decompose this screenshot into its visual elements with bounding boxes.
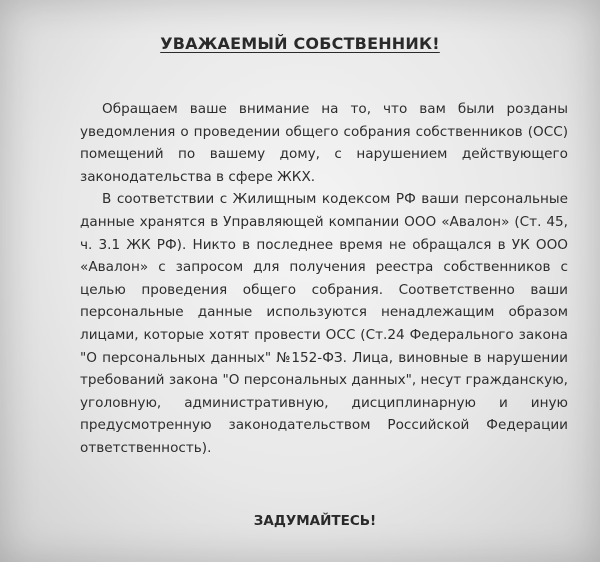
paragraph-legal: В соответствии с Жилищным кодексом РФ ваши персональные данные хранятся в Управляющей компании ООО «Авалон» (Ст. 45, ч. 3.1 ЖК РФ). Никто в последнее время не обращался в УК ООО «Авалон» с запросом для получения реестра собственников с целью проведения общего собрания. Соответственно ваши персональные данные используются ненадлежащим образом лицами, которые хотят провести ОСС (Ст.24 Федерального закона "О персональных данных" №152-ФЗ. Лица, виновные в нарушении требований закона "О персональных данных", несут гражданскую, уголовную, административную, дисциплинарную и иную предусмотренную законодательством Российской Федерации ответственность). xyxy=(80,191,568,456)
notice-closing: ЗАДУМАЙТЕСЬ! xyxy=(253,513,377,529)
notice-body xyxy=(80,98,568,460)
notice-title: УВАЖАЕМЫЙ СОБСТВЕННИК! xyxy=(160,34,440,53)
paragraph-intro: Обращаем ваше внимание на то, что вам были розданы уведомления о проведении общего собрания собственников (ОСС) помещений по вашему дому, с нарушением действующего законодательства в сфере ЖКХ. xyxy=(80,101,568,185)
